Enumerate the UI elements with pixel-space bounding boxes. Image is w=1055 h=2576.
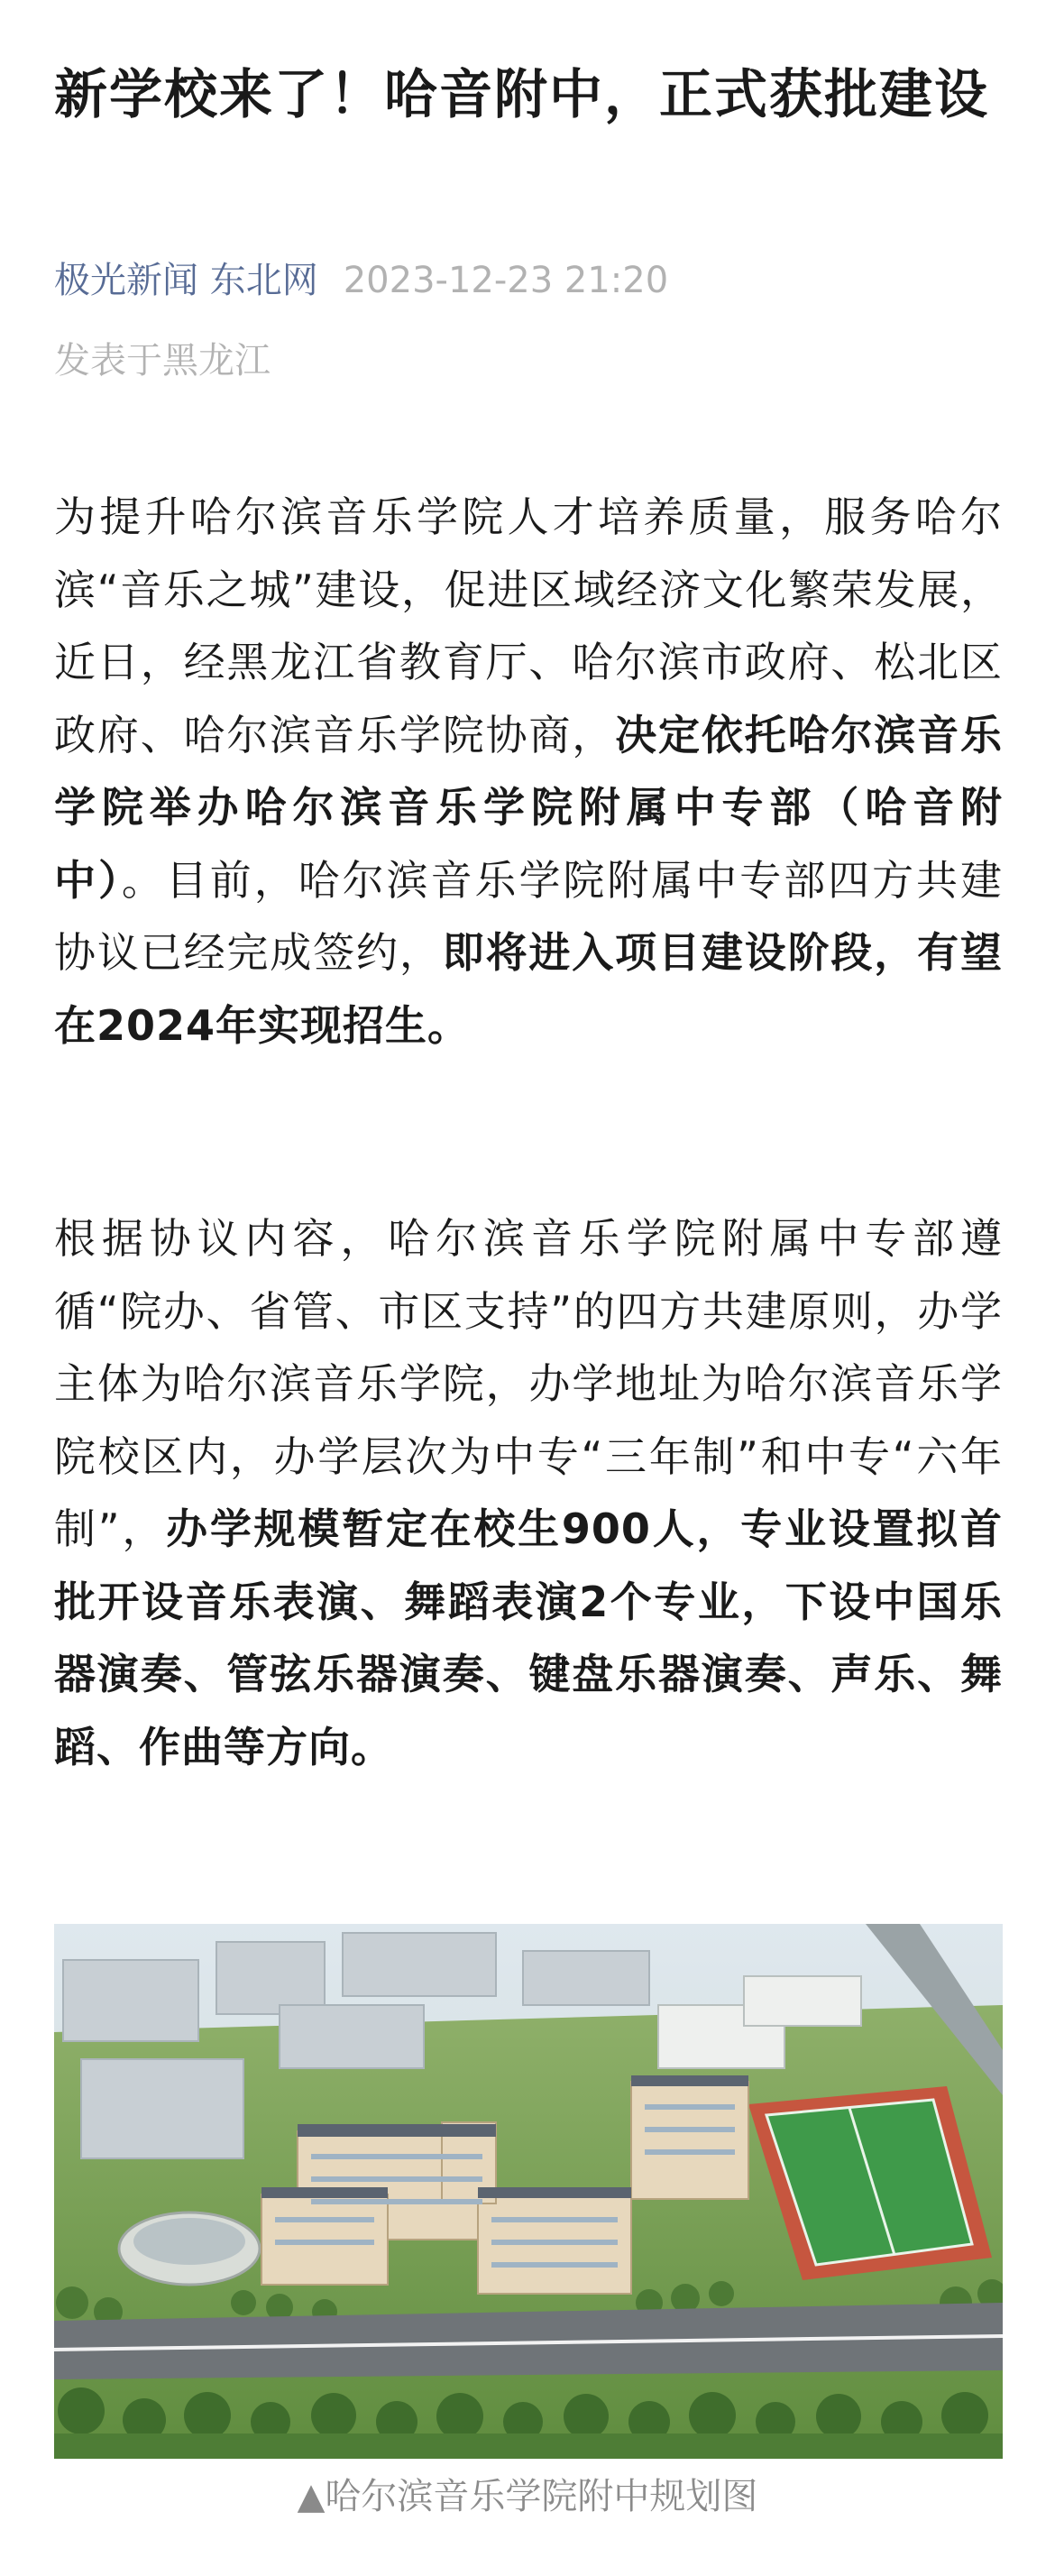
publish-date: 2023-12-23 21:20 [343,260,669,301]
paragraph-segment-bold: 即将进入项目建设阶段，有望在2024年实现招生。 [54,928,1004,1050]
paragraph-segment: 根据协议内容，哈尔滨音乐学院附属中专部遵循“院办、省管、市区支持”的四方共建原则，办学主体为哈尔滨音乐学院，办学地址为哈尔滨音乐学院校区内，办学层次为中专“三年制”和中专“六年制”， [54,1214,1003,1553]
article-meta [54,255,668,306]
paragraph-2 [54,1202,1003,1783]
publish-location: 发表于黑龙江 [54,340,271,382]
figure-caption: ▲哈尔滨音乐学院附中规划图 [297,2476,758,2517]
source-link[interactable]: 极光新闻 东北网 [54,260,318,301]
paragraph-segment: 为提升哈尔滨音乐学院人才培养质量，服务哈尔滨“音乐之城”建设，促进区域经济文化繁荣发展，近日，经黑龙江省教育厅、哈尔滨市政府、松北区政府、哈尔滨音乐学院协商， [54,492,1003,759]
paragraph-segment-bold: 决定依托哈尔滨音乐学院举办哈尔滨音乐学院附属中专部（哈音附中） [54,710,1004,905]
paragraph-segment-bold: 办学规模暂定在校生900人，专业设置拟首批开设音乐表演、舞蹈表演2个专业，下设中国乐器演奏、管弦乐器演奏、键盘乐器演奏、声乐、舞蹈、作曲等方向。 [54,1504,1003,1771]
paragraph-1 [54,481,1003,1062]
campus-rendering-illustration [54,1924,1003,2459]
article-title: 新学校来了！哈音附中，正式获批建设 [54,63,990,125]
paragraph-segment: 。目前，哈尔滨音乐学院附属中专部四方共建协议已经完成签约， [54,855,1004,977]
campus-rendering-image[interactable] [54,1924,1003,2459]
